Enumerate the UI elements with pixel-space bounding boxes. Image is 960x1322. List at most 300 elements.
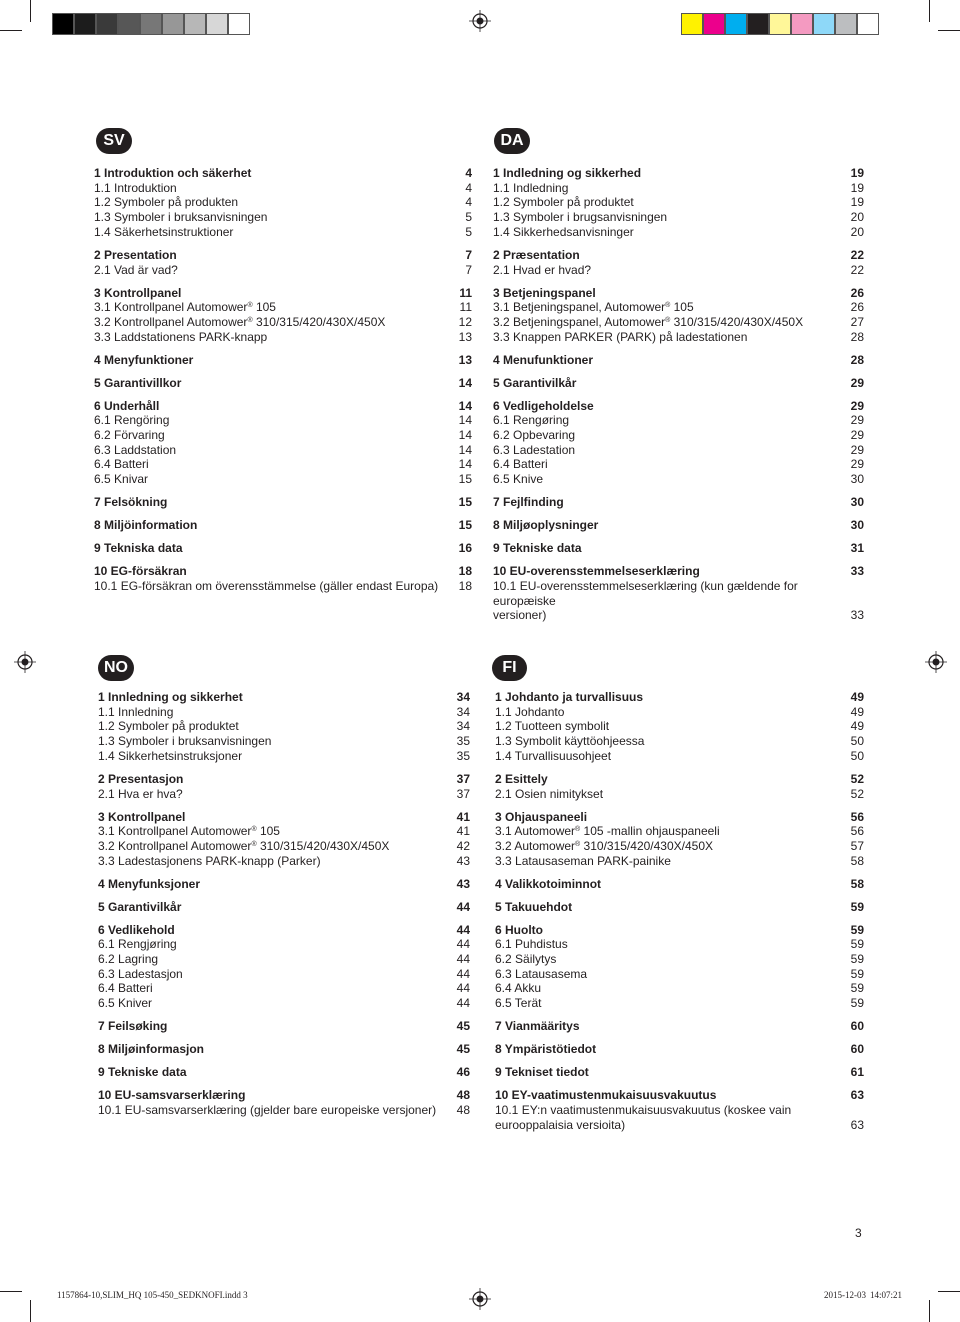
toc-heading[interactable] — [94, 248, 472, 263]
toc-entry[interactable] — [94, 413, 472, 428]
crop-mark — [30, 0, 31, 22]
toc-entry-title — [493, 210, 846, 225]
toc-entry-text: 7 Felsökning — [94, 495, 168, 510]
toc-page-number: 35 — [456, 734, 470, 749]
toc-no — [98, 690, 470, 1126]
toc-entry-title — [495, 719, 846, 734]
toc-entry[interactable] — [493, 413, 864, 428]
toc-entry-text: 105 -mallin ohjauspaneeli — [580, 824, 720, 839]
toc-heading[interactable] — [98, 1019, 470, 1034]
toc-entry-title — [495, 854, 846, 869]
toc-entry[interactable] — [94, 195, 472, 210]
toc-section — [98, 810, 470, 869]
toc-entry-text: 6.2 Opbevaring — [493, 428, 576, 443]
toc-entry-title — [495, 1065, 846, 1080]
toc-heading[interactable] — [94, 541, 472, 556]
toc-entry[interactable] — [94, 181, 472, 196]
toc-entry[interactable] — [493, 579, 864, 608]
registered-trademark: ® — [575, 826, 581, 834]
toc-entry-text: 3.2 Automower — [495, 838, 576, 853]
toc-section — [493, 353, 864, 368]
toc-entry-text: 1.2 Symboler på produkten — [94, 195, 239, 210]
toc-entry-text: 3.3 Laddstationens PARK-knapp — [94, 329, 268, 344]
toc-page-number: 44 — [456, 952, 470, 967]
toc-entry[interactable] — [493, 225, 864, 240]
toc-page-number: 59 — [850, 937, 864, 952]
toc-page-number: 44 — [456, 966, 470, 981]
toc-entry-text: 1.3 Symboler i bruksanvisningen — [98, 734, 272, 749]
toc-entry-text: 8 Miljøinformasjon — [98, 1042, 205, 1057]
toc-entry-title — [98, 734, 452, 749]
toc-entry[interactable] — [493, 428, 864, 443]
toc-entry-title — [94, 166, 454, 181]
toc-heading[interactable] — [98, 1042, 470, 1057]
toc-heading[interactable] — [94, 166, 472, 181]
color-swatch — [184, 13, 206, 35]
cmyk-color-bar — [681, 13, 879, 35]
toc-heading[interactable] — [495, 1019, 864, 1034]
toc-entry[interactable] — [98, 854, 470, 869]
toc-page-number: 44 — [456, 996, 470, 1011]
toc-entry[interactable] — [495, 967, 864, 982]
toc-entry[interactable] — [94, 457, 472, 472]
toc-heading[interactable] — [493, 286, 864, 301]
toc-entry-text: 3 Kontrollpanel — [94, 285, 182, 300]
toc-page-number: 27 — [850, 314, 864, 329]
toc-page-number: 59 — [850, 952, 864, 967]
toc-entry-title — [98, 824, 452, 839]
toc-entry-text: 3.1 Kontrollpanel Automower — [94, 300, 248, 315]
toc-page-number: 31 — [850, 541, 864, 556]
toc-entry-text: 10.1 EG-försäkran om överensstämmelse (gäller endast Europa) — [94, 578, 439, 593]
toc-entry-title — [98, 877, 452, 892]
toc-entry-title — [94, 399, 454, 414]
toc-heading[interactable] — [495, 1065, 864, 1080]
toc-entry[interactable] — [493, 300, 864, 315]
toc-page-number: 30 — [850, 495, 864, 510]
toc-entry[interactable] — [495, 749, 864, 764]
toc-heading[interactable] — [493, 541, 864, 556]
toc-section — [493, 286, 864, 345]
crop-mark — [938, 30, 960, 31]
toc-section — [493, 376, 864, 391]
toc-entry-text: 1.2 Symboler på produktet — [493, 195, 634, 210]
toc-entry[interactable] — [94, 315, 472, 330]
toc-entry-text: 8 Miljøoplysninger — [493, 518, 599, 533]
toc-entry-title — [94, 315, 454, 330]
toc-entry-text: 1.1 Innledning — [98, 704, 174, 719]
toc-entry-title — [493, 181, 846, 196]
toc-entry[interactable] — [493, 181, 864, 196]
toc-page-number: 34 — [456, 690, 470, 704]
toc-page-number: 50 — [850, 748, 864, 763]
toc-entry[interactable] — [98, 937, 470, 952]
toc-page-number: 11 — [459, 300, 472, 315]
toc-entry[interactable] — [495, 824, 864, 839]
toc-entry-text: 6 Underhåll — [94, 398, 160, 413]
toc-entry[interactable] — [98, 1103, 470, 1118]
toc-entry-title — [98, 787, 452, 802]
toc-entry-title — [493, 541, 846, 556]
toc-heading[interactable] — [495, 900, 864, 915]
toc-entry[interactable] — [493, 315, 864, 330]
toc-entry-title — [493, 315, 846, 330]
toc-entry[interactable] — [493, 608, 864, 623]
toc-section — [493, 541, 864, 556]
toc-entry-title — [98, 937, 452, 952]
slug-date: 2015-12-03 — [824, 1290, 866, 1300]
toc-heading[interactable] — [98, 1088, 470, 1103]
toc-entry[interactable] — [94, 330, 472, 345]
toc-entry[interactable] — [94, 210, 472, 225]
toc-section — [98, 1065, 470, 1080]
toc-page-number: 41 — [456, 809, 470, 824]
toc-page-number: 29 — [850, 428, 864, 443]
toc-entry[interactable] — [98, 719, 470, 734]
toc-entry-text: 1.2 Tuotteen symbolit — [495, 719, 610, 734]
toc-heading[interactable] — [493, 495, 864, 510]
toc-entry-title — [94, 286, 454, 301]
toc-heading[interactable] — [493, 166, 864, 181]
toc-entry-title — [94, 413, 454, 428]
toc-heading[interactable] — [98, 877, 470, 892]
toc-heading[interactable] — [98, 1065, 470, 1080]
toc-heading[interactable] — [94, 353, 472, 368]
toc-entry-text: 310/315/420/430X/450X — [580, 838, 714, 853]
toc-heading[interactable] — [94, 564, 472, 579]
toc-entry-title — [493, 330, 846, 345]
toc-entry[interactable] — [495, 952, 864, 967]
toc-entry-text: 310/315/420/430X/450X — [256, 838, 390, 853]
toc-entry-text: 4 Menyfunktioner — [94, 352, 194, 367]
toc-page-number: 15 — [458, 472, 472, 487]
toc-heading[interactable] — [98, 690, 470, 705]
toc-entry-title — [98, 772, 452, 787]
toc-entry-title — [98, 923, 452, 938]
toc-entry-text: 6.5 Kniver — [98, 996, 153, 1011]
toc-heading[interactable] — [495, 690, 864, 705]
toc-page-number: 11 — [459, 285, 472, 300]
color-swatch — [140, 13, 162, 35]
color-swatch — [206, 13, 228, 35]
toc-heading[interactable] — [98, 900, 470, 915]
toc-entry-text: 3.2 Betjeningspanel, Automower — [493, 314, 666, 329]
toc-entry-title — [495, 824, 846, 839]
toc-page-number: 59 — [850, 922, 864, 937]
toc-heading[interactable] — [98, 810, 470, 825]
toc-entry-text: 5 Takuuehdot — [495, 899, 573, 914]
toc-page-number: 63 — [850, 1117, 864, 1132]
toc-entry[interactable] — [94, 225, 472, 240]
toc-page-number: 20 — [850, 210, 864, 225]
toc-entry-title — [495, 923, 846, 938]
toc-entry[interactable] — [495, 734, 864, 749]
color-swatch — [52, 13, 74, 35]
toc-entry-text: 3.3 Ladestasjonens PARK-knapp (Parker) — [98, 853, 321, 868]
toc-entry-text: versioner) — [493, 608, 547, 623]
toc-entry[interactable] — [493, 263, 864, 278]
toc-page-number: 58 — [850, 853, 864, 868]
registered-trademark: ® — [247, 316, 253, 324]
toc-heading[interactable] — [495, 1042, 864, 1057]
toc-section — [495, 1042, 864, 1057]
toc-heading[interactable] — [493, 399, 864, 414]
toc-page-number: 45 — [456, 1019, 470, 1034]
toc-entry-text: 6.3 Ladestation — [493, 442, 576, 457]
toc-section — [495, 1088, 864, 1132]
toc-entry[interactable] — [94, 300, 472, 315]
toc-entry-text: 2.1 Hvad er hvad? — [493, 262, 592, 277]
toc-entry-text: eurooppalaisia versioita) — [495, 1117, 626, 1132]
toc-entry-title — [94, 225, 454, 240]
toc-page-number: 42 — [456, 838, 470, 853]
toc-page-number: 63 — [850, 1088, 864, 1103]
toc-entry[interactable] — [495, 854, 864, 869]
toc-entry[interactable] — [493, 457, 864, 472]
toc-entry-title — [495, 734, 846, 749]
toc-entry-text: 1 Johdanto ja turvallisuus — [495, 690, 644, 704]
toc-entry[interactable] — [94, 428, 472, 443]
toc-entry[interactable] — [94, 472, 472, 487]
toc-entry-title — [495, 787, 846, 802]
toc-page-number: 22 — [850, 262, 864, 277]
toc-page-number: 33 — [850, 564, 864, 579]
toc-page-number: 35 — [456, 748, 470, 763]
toc-entry-text: 9 Tekniset tiedot — [495, 1065, 589, 1080]
toc-entry-title — [94, 263, 454, 278]
toc-page-number: 48 — [456, 1088, 470, 1103]
toc-heading[interactable] — [94, 286, 472, 301]
toc-page-number: 52 — [850, 786, 864, 801]
color-swatch — [228, 13, 250, 35]
toc-entry-title — [98, 810, 452, 825]
toc-page-number: 29 — [850, 398, 864, 413]
toc-entry[interactable] — [495, 839, 864, 854]
toc-heading[interactable] — [493, 248, 864, 263]
toc-page-number: 37 — [456, 786, 470, 801]
toc-entry[interactable] — [94, 443, 472, 458]
toc-page-number: 30 — [850, 518, 864, 533]
toc-page-number: 12 — [458, 314, 472, 329]
toc-entry-text: 5 Garantivillkor — [94, 375, 182, 390]
toc-entry[interactable] — [495, 937, 864, 952]
toc-entry[interactable] — [495, 719, 864, 734]
toc-page-number: 29 — [850, 457, 864, 472]
toc-heading[interactable] — [98, 923, 470, 938]
toc-entry-text: 6.2 Säilytys — [495, 952, 557, 967]
toc-entry-text: 3.1 Betjeningspanel, Automower — [493, 300, 666, 315]
toc-heading[interactable] — [493, 518, 864, 533]
toc-entry[interactable] — [98, 824, 470, 839]
toc-section — [94, 541, 472, 556]
toc-page-number: 20 — [850, 224, 864, 239]
toc-page-number: 13 — [458, 329, 472, 344]
toc-page-number: 44 — [456, 981, 470, 996]
toc-entry[interactable] — [98, 749, 470, 764]
toc-entry-title — [495, 900, 846, 915]
toc-entry-title — [98, 1088, 452, 1103]
toc-entry-title — [493, 457, 846, 472]
color-swatch — [725, 13, 747, 35]
toc-entry[interactable] — [98, 734, 470, 749]
toc-entry-text: 7 Feilsøking — [98, 1019, 168, 1034]
toc-heading[interactable] — [94, 518, 472, 533]
toc-entry-title — [495, 1019, 846, 1034]
toc-entry[interactable] — [495, 1118, 864, 1133]
toc-entry-text: 6.1 Rengjøring — [98, 937, 177, 952]
toc-entry-title — [98, 952, 452, 967]
toc-heading[interactable] — [94, 399, 472, 414]
toc-entry-text: 6.5 Knivar — [94, 472, 149, 487]
toc-entry[interactable] — [493, 195, 864, 210]
toc-entry-text: 6.5 Terät — [495, 996, 542, 1011]
toc-entry[interactable] — [493, 472, 864, 487]
toc-entry-title — [495, 981, 846, 996]
toc-page-number: 19 — [850, 195, 864, 210]
toc-page-number: 56 — [850, 809, 864, 824]
toc-page-number: 48 — [456, 1102, 470, 1117]
toc-entry-text: 1 Innledning og sikkerhet — [98, 690, 243, 704]
toc-entry[interactable] — [493, 443, 864, 458]
toc-entry-text: 6 Huolto — [495, 922, 543, 937]
toc-heading[interactable] — [94, 495, 472, 510]
toc-entry-title — [493, 166, 846, 181]
color-swatch — [857, 13, 879, 35]
toc-entry-title — [98, 854, 452, 869]
toc-entry-text: 7 Vianmääritys — [495, 1019, 580, 1034]
toc-page-number: 29 — [850, 413, 864, 428]
toc-entry-title — [493, 376, 846, 391]
toc-page-number: 59 — [850, 899, 864, 914]
toc-entry-text: 6.4 Batteri — [493, 457, 548, 472]
toc-entry-title — [94, 195, 454, 210]
toc-page-number: 22 — [850, 247, 864, 262]
toc-entry[interactable] — [98, 787, 470, 802]
toc-entry-title — [495, 1088, 846, 1103]
toc-page-number: 33 — [850, 608, 864, 623]
toc-section — [94, 286, 472, 345]
toc-heading[interactable] — [495, 772, 864, 787]
toc-heading[interactable] — [495, 1088, 864, 1103]
toc-entry[interactable] — [98, 952, 470, 967]
crop-mark — [938, 1291, 960, 1292]
color-swatch — [747, 13, 769, 35]
toc-section — [495, 810, 864, 869]
toc-entry-text: 3 Betjeningspanel — [493, 285, 596, 300]
toc-entry[interactable] — [98, 967, 470, 982]
toc-entry-title — [493, 518, 846, 533]
toc-section — [495, 1019, 864, 1034]
toc-page-number: 49 — [850, 704, 864, 719]
toc-entry-title — [495, 877, 846, 892]
toc-entry[interactable] — [493, 330, 864, 345]
toc-entry[interactable] — [493, 210, 864, 225]
toc-heading[interactable] — [495, 923, 864, 938]
toc-entry-title — [94, 428, 454, 443]
toc-entry-text: 1.1 Indledning — [493, 180, 569, 195]
toc-entry[interactable] — [495, 705, 864, 720]
toc-entry[interactable] — [94, 579, 472, 594]
toc-page-number: 49 — [850, 690, 864, 704]
toc-entry[interactable] — [94, 263, 472, 278]
toc-page-number: 14 — [458, 398, 472, 413]
toc-page-number: 29 — [850, 375, 864, 390]
toc-page-number: 59 — [850, 966, 864, 981]
toc-page-number: 15 — [458, 518, 472, 533]
toc-page-number — [846, 579, 864, 608]
toc-page-number: 5 — [465, 224, 472, 239]
toc-entry-title — [493, 413, 846, 428]
toc-entry-text: 1.3 Symboler i bruksanvisningen — [94, 210, 268, 225]
toc-page-number: 4 — [465, 195, 472, 210]
toc-entry[interactable] — [98, 705, 470, 720]
toc-page-number: 60 — [850, 1042, 864, 1057]
color-swatch — [162, 13, 184, 35]
toc-entry-text: 6.4 Akku — [495, 981, 542, 996]
toc-entry-title — [94, 495, 454, 510]
toc-heading[interactable] — [493, 564, 864, 579]
toc-entry-title — [94, 181, 454, 196]
toc-page-number: 16 — [458, 541, 472, 556]
toc-page-number: 44 — [456, 937, 470, 952]
toc-heading[interactable] — [493, 353, 864, 368]
registered-trademark: ® — [575, 840, 581, 848]
toc-section — [94, 353, 472, 368]
toc-entry-text: 5 Garantivilkår — [493, 375, 577, 390]
toc-page-number: 44 — [456, 899, 470, 914]
toc-entry-text: 105 — [670, 300, 694, 315]
toc-entry-title — [94, 472, 454, 487]
toc-page-number: 59 — [850, 981, 864, 996]
toc-entry[interactable] — [98, 839, 470, 854]
toc-entry-text: 10.1 EU-samsvarserklæring (gjelder bare europeiske versjoner) — [98, 1102, 437, 1117]
toc-entry-title — [495, 690, 846, 705]
toc-entry-title — [493, 399, 846, 414]
toc-entry-title — [495, 1118, 846, 1133]
toc-entry-text: 1.3 Symbolit käyttöohjeessa — [495, 734, 645, 749]
toc-section — [94, 399, 472, 487]
toc-section — [94, 564, 472, 593]
toc-entry[interactable] — [495, 787, 864, 802]
toc-entry[interactable] — [98, 996, 470, 1011]
toc-entry-text: 2.1 Hva er hva? — [98, 786, 183, 801]
toc-entry-text: 6.2 Lagring — [98, 952, 159, 967]
toc-entry-title — [94, 353, 454, 368]
toc-entry-text: 2 Presentation — [94, 247, 177, 262]
toc-entry[interactable] — [495, 1103, 864, 1118]
toc-heading[interactable] — [94, 376, 472, 391]
toc-da — [493, 166, 864, 631]
language-badge-sv: SV — [96, 128, 132, 154]
registered-trademark: ® — [665, 302, 671, 310]
toc-heading[interactable] — [495, 877, 864, 892]
toc-entry-title — [94, 541, 454, 556]
toc-heading[interactable] — [495, 810, 864, 825]
color-swatch — [791, 13, 813, 35]
toc-entry-title — [98, 1065, 452, 1080]
color-swatch — [118, 13, 140, 35]
toc-entry[interactable] — [495, 996, 864, 1011]
toc-entry-title — [495, 749, 846, 764]
toc-heading[interactable] — [493, 376, 864, 391]
toc-entry[interactable] — [495, 981, 864, 996]
toc-entry-text: 105 — [252, 300, 276, 315]
color-swatch — [835, 13, 857, 35]
toc-page-number: 28 — [850, 352, 864, 367]
toc-entry[interactable] — [98, 981, 470, 996]
toc-entry-text: 6.3 Laddstation — [94, 442, 177, 457]
toc-heading[interactable] — [98, 772, 470, 787]
